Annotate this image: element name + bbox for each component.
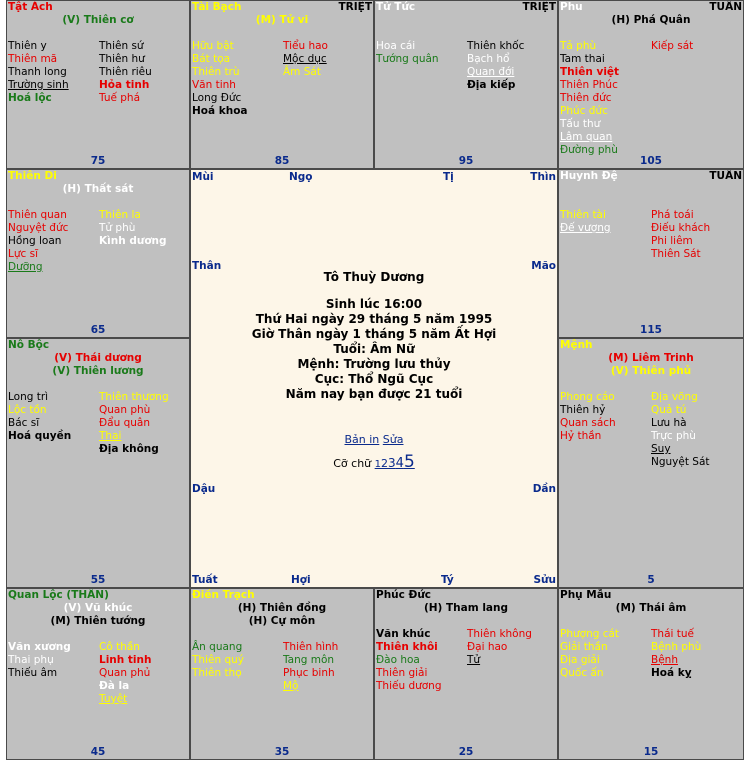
person-name: Tô Thuỳ Dương	[323, 270, 425, 284]
star-name: Quốc ấn	[560, 667, 604, 679]
star-name: Mộ	[283, 680, 299, 692]
star-name: Thiên mã	[8, 53, 58, 65]
stars-column-left	[560, 40, 650, 157]
star-name: Hoá quyền	[8, 430, 72, 442]
stars-column-right	[467, 40, 557, 92]
major-star: (M) Thiên tướng	[50, 615, 146, 627]
palace-cell-tu-tuc	[374, 0, 558, 169]
palace-name: Phụ Mẫu	[560, 589, 612, 601]
stars-column-right	[99, 641, 189, 706]
star-name: Cô thần	[99, 641, 140, 653]
menh-element: Mệnh: Trường lưu thủy	[297, 357, 451, 371]
star-name: Bác sĩ	[8, 417, 40, 429]
star-name: Thiên khốc	[467, 40, 525, 52]
star-name: Thiên la	[99, 209, 141, 221]
palace-tag: TUẦN	[709, 1, 742, 13]
palace-age-number: 45	[90, 746, 106, 758]
major-star: (H) Thiên đồng	[237, 602, 327, 614]
major-stars	[559, 602, 743, 615]
current-age: Năm nay bạn được 21 tuổi	[285, 387, 463, 401]
stars-column-right	[99, 391, 189, 456]
branch-label-dau: Dậu	[192, 483, 216, 495]
major-stars	[7, 602, 189, 628]
branch-label-mui: Mùi	[192, 171, 214, 183]
star-name: Thiên không	[467, 628, 532, 640]
star-name: Đại hao	[467, 641, 508, 653]
major-star: (M) Tử vi	[255, 14, 309, 26]
star-name: Điếu khách	[651, 222, 711, 234]
star-name: Thiên thương	[99, 391, 169, 403]
branch-label-than: Thân	[192, 260, 222, 272]
palace-age-number: 95	[458, 155, 474, 167]
star-name: Thiên giải	[376, 667, 428, 679]
print-link[interactable]: Bản in	[344, 433, 380, 446]
stars-column-right	[651, 40, 741, 53]
star-name: Ân quang	[192, 641, 243, 653]
stars-column-left	[8, 641, 98, 680]
major-stars	[191, 14, 373, 27]
palace-name: Tài Bạch	[192, 1, 242, 13]
palace-age-number: 85	[274, 155, 290, 167]
palace-age-number: 105	[640, 155, 662, 167]
star-name: Văn xương	[8, 641, 71, 653]
star-name: Âm Sát	[283, 66, 321, 78]
stars-column-left	[192, 40, 282, 118]
star-name: Bạch hổ	[467, 53, 510, 65]
star-name: Thiên Phúc	[560, 79, 618, 91]
palace-age-number: 35	[274, 746, 290, 758]
star-name: Lộc tồn	[8, 404, 47, 416]
star-name: Kiếp sát	[651, 40, 694, 52]
star-name: Tiểu hao	[283, 40, 328, 52]
action-links	[191, 433, 557, 446]
major-star: (M) Liêm Trinh	[608, 352, 694, 364]
solar-date: Thứ Hai ngày 29 tháng 5 năm 1995	[255, 312, 493, 326]
font-size-label: Cỡ chữ	[333, 457, 372, 470]
palace-name: Tử Tức	[376, 1, 416, 13]
palace-cell-menh	[558, 338, 744, 588]
star-name: Thiên quý	[192, 654, 244, 666]
palace-tag: TRIỆT	[338, 1, 372, 13]
star-name: Thiên tài	[560, 209, 606, 221]
font-size-5-link[interactable]: 5	[403, 452, 415, 472]
branch-label-mao: Mão	[531, 260, 556, 272]
branch-label-tuat: Tuất	[192, 574, 218, 586]
palace-age-number: 5	[647, 574, 655, 586]
palace-tag: TUẦN	[709, 170, 742, 182]
palace-name: Phu	[560, 1, 583, 13]
star-name: Quan phù	[99, 404, 151, 416]
star-name: Thiên đức	[560, 92, 612, 104]
palace-age-number: 15	[643, 746, 659, 758]
star-name: Thai	[99, 430, 122, 442]
font-size-1-link[interactable]: 1	[374, 459, 382, 470]
star-name: Địa kiếp	[467, 79, 516, 91]
palace-cell-dien-trach	[190, 588, 374, 760]
star-name: Quan đới	[467, 66, 515, 78]
branch-label-ngo: Ngọ	[289, 171, 313, 183]
major-star: (V) Thiên lương	[52, 365, 144, 377]
star-name: Phục binh	[283, 667, 335, 679]
star-name: Đào hoa	[376, 654, 420, 666]
stars-column-left	[376, 40, 466, 66]
stars-column-right	[467, 628, 557, 667]
palace-name: Điền Trạch	[192, 589, 255, 601]
font-size-4-link[interactable]: 4	[395, 456, 404, 471]
star-name: Thanh long	[8, 66, 67, 78]
star-name: Trường sinh	[8, 79, 69, 91]
major-star: (V) Thiên phủ	[610, 365, 692, 377]
star-name: Tả phù	[560, 40, 597, 52]
star-name: Đẩu quân	[99, 417, 150, 429]
palace-age-number: 65	[90, 324, 106, 336]
stars-column-right	[99, 40, 189, 105]
star-name: Văn tinh	[192, 79, 236, 91]
star-name: Suy	[651, 443, 671, 455]
star-name: Thai phụ	[8, 654, 54, 666]
star-name: Địa giải	[560, 654, 600, 666]
star-name: Đế vượng	[560, 222, 611, 234]
star-name: Quan sách	[560, 417, 616, 429]
major-star: (H) Cự môn	[248, 615, 316, 627]
star-name: Địa võng	[651, 391, 698, 403]
stars-column-right	[99, 209, 189, 248]
star-name: Thiên việt	[560, 66, 620, 78]
star-name: Thiên y	[8, 40, 47, 52]
branch-label-suu: Sửu	[533, 574, 556, 586]
stars-column-left	[8, 40, 98, 105]
star-name: Phá toái	[651, 209, 694, 221]
major-star: (V) Vũ khúc	[63, 602, 133, 614]
star-name: Đà la	[99, 680, 130, 692]
star-name: Thiên hình	[283, 641, 339, 653]
star-name: Thiên Sát	[651, 248, 701, 260]
major-stars	[375, 602, 557, 615]
font-size-selector	[191, 452, 557, 472]
major-stars	[7, 14, 189, 27]
star-name: Giải thần	[560, 641, 608, 653]
branch-label-thin: Thìn	[530, 171, 556, 183]
star-name: Tuyệt	[99, 693, 128, 705]
palace-cell-quan-loc	[6, 588, 190, 760]
star-name: Linh tinh	[99, 654, 152, 666]
star-name: Thiên khôi	[376, 641, 438, 653]
star-name: Nguyệt Sát	[651, 456, 710, 468]
star-name: Thái tuế	[651, 628, 694, 640]
star-name: Thiên hư	[99, 53, 145, 65]
stars-column-left	[376, 628, 466, 693]
star-name: Hoá khoa	[192, 105, 248, 117]
star-name: Hỏa tinh	[99, 79, 150, 91]
stars-column-right	[651, 209, 741, 261]
font-size-2-link[interactable]: 2	[381, 457, 389, 470]
star-name: Văn khúc	[376, 628, 431, 640]
palace-age-number: 25	[458, 746, 474, 758]
star-name: Bệnh	[651, 654, 678, 666]
palace-age-number: 75	[90, 155, 106, 167]
palace-cell-huynh-de	[558, 169, 744, 338]
star-name: Hoa cái	[376, 40, 416, 52]
star-name: Tuế phá	[99, 92, 141, 104]
star-name: Thiên sứ	[99, 40, 144, 52]
star-name: Bệnh phù	[651, 641, 702, 653]
major-star: (H) Thất sát	[62, 183, 134, 195]
star-name: Thiếu dương	[376, 680, 442, 692]
star-name: Nguyệt đức	[8, 222, 69, 234]
birth-time: Sinh lúc 16:00	[325, 297, 423, 311]
star-name: Lực sĩ	[8, 248, 39, 260]
stars-column-left	[560, 391, 650, 443]
star-name: Kình dương	[99, 235, 167, 247]
stars-column-right	[283, 641, 373, 693]
star-name: Tử phù	[99, 222, 136, 234]
major-stars	[559, 352, 743, 378]
star-name: Thiên hỷ	[560, 404, 606, 416]
major-stars	[559, 14, 743, 27]
branch-label-hoi: Hợi	[291, 574, 311, 586]
age-gender: Tuổi: Âm Nữ	[333, 342, 415, 356]
edit-link[interactable]: Sửa	[382, 433, 404, 446]
star-name: Hữu bật	[192, 40, 234, 52]
palace-name: Thiên Di	[8, 170, 57, 182]
star-name: Phúc đức	[560, 105, 608, 117]
palace-cell-tat-ach	[6, 0, 190, 169]
branch-label-ty: Tý	[441, 574, 454, 586]
star-name: Lưu hà	[651, 417, 687, 429]
star-name: Tấu thư	[560, 118, 601, 130]
star-name: Thiên riêu	[99, 66, 152, 78]
star-name: Phi liêm	[651, 235, 693, 247]
star-name: Tang môn	[283, 654, 335, 666]
star-name: Thiên trù	[192, 66, 240, 78]
star-name: Lâm quan	[560, 131, 613, 143]
palace-name: Nô Bộc	[8, 339, 50, 351]
stars-column-left	[8, 209, 98, 274]
lunar-date: Giờ Thân ngày 1 tháng 5 năm Ất Hợi	[251, 327, 497, 341]
major-star: (M) Thái âm	[615, 602, 687, 614]
star-name: Bát tọa	[192, 53, 231, 65]
palace-name: Quan Lộc (THÂN)	[8, 589, 109, 601]
star-name: Thiên thọ	[192, 667, 242, 679]
horoscope-grid	[6, 0, 744, 760]
palace-tag: TRIỆT	[522, 1, 556, 13]
star-name: Phong cáo	[560, 391, 615, 403]
star-name: Mộc dục	[283, 53, 327, 65]
stars-column-right	[651, 628, 741, 680]
star-name: Địa không	[99, 443, 159, 455]
star-name: Hoá kỵ	[651, 667, 692, 679]
palace-name: Mệnh	[560, 339, 593, 351]
star-name: Quan phủ	[99, 667, 151, 679]
star-name: Hỷ thần	[560, 430, 602, 442]
palace-age-number: 55	[90, 574, 106, 586]
star-name: Tử	[467, 654, 481, 666]
major-stars	[7, 352, 189, 378]
palace-cell-phu-mau	[558, 588, 744, 760]
star-name: Long trì	[8, 391, 49, 403]
cuc-element: Cục: Thổ Ngũ Cục	[314, 372, 434, 386]
major-stars	[7, 183, 189, 196]
font-size-3-link[interactable]: 3	[388, 456, 396, 470]
star-name: Tướng quân	[376, 53, 439, 65]
palace-cell-phu	[558, 0, 744, 169]
stars-column-left	[560, 209, 650, 235]
star-name: Trực phù	[651, 430, 696, 442]
star-name: Long Đức	[192, 92, 242, 104]
birth-info	[191, 270, 557, 402]
palace-name: Tật Ách	[8, 1, 53, 13]
star-name: Đường phù	[560, 144, 618, 156]
palace-cell-no-boc	[6, 338, 190, 588]
palace-age-number: 115	[640, 324, 662, 336]
star-name: Thiếu âm	[8, 667, 58, 679]
center-info-panel	[190, 169, 558, 588]
star-name: Hồng loan	[8, 235, 62, 247]
star-name: Phượng cát	[560, 628, 620, 640]
stars-column-left	[560, 628, 650, 680]
star-name: Tam thai	[560, 53, 605, 65]
stars-column-right	[283, 40, 373, 79]
stars-column-left	[192, 641, 282, 680]
major-star: (V) Thái dương	[54, 352, 142, 364]
palace-cell-tai-bach	[190, 0, 374, 169]
stars-column-left	[8, 391, 98, 443]
star-name: Quả tú	[651, 404, 687, 416]
star-name: Dưỡng	[8, 261, 43, 273]
palace-cell-thien-di	[6, 169, 190, 338]
star-name: Hoá lộc	[8, 92, 52, 104]
branch-label-dan: Dần	[532, 483, 556, 495]
palace-name: Huynh Đệ	[560, 170, 618, 182]
major-stars	[191, 602, 373, 628]
stars-column-right	[651, 391, 741, 469]
palace-name: Phúc Đức	[376, 589, 432, 601]
major-star: (H) Tham lang	[423, 602, 509, 614]
major-star: (V) Thiên cơ	[62, 14, 134, 26]
palace-cell-phuc-duc	[374, 588, 558, 760]
major-star: (H) Phá Quân	[611, 14, 691, 26]
star-name: Thiên quan	[8, 209, 67, 221]
branch-label-ti: Tị	[443, 171, 454, 183]
